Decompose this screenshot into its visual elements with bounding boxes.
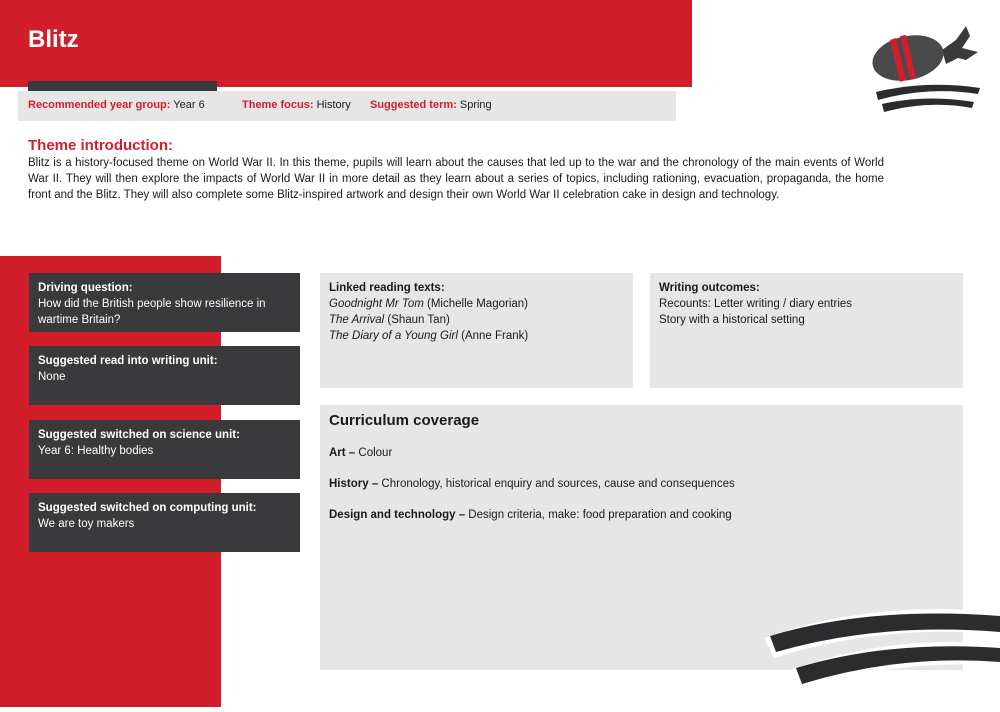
writing-outcome-item: Recounts: Letter writing / diary entries <box>659 298 853 310</box>
linked-reading-title: Linked reading texts: <box>329 282 445 294</box>
curriculum-subject: History – <box>329 478 379 490</box>
book-author: (Michelle Magorian) <box>423 298 529 310</box>
bomb-logo-icon <box>866 14 990 123</box>
curriculum-line <box>329 507 954 523</box>
meta-year-group <box>28 99 205 111</box>
theme-focus-label: Theme focus: <box>242 99 314 111</box>
linked-reading-box <box>320 273 633 388</box>
card-title: Suggested switched on science unit: <box>38 429 240 441</box>
curriculum-line <box>329 476 954 492</box>
writing-outcomes-title: Writing outcomes: <box>659 282 760 294</box>
theme-focus-value: History <box>316 99 351 111</box>
year-group-value: Year 6 <box>173 99 205 111</box>
curriculum-detail: Colour <box>355 447 393 459</box>
computing-unit-card <box>29 493 300 552</box>
page-title: Blitz <box>28 26 79 53</box>
card-body: Year 6: Healthy bodies <box>38 445 154 457</box>
book-title: The Arrival <box>329 314 385 326</box>
curriculum-subject: Art – <box>329 447 356 459</box>
suggested-term-label: Suggested term: <box>370 99 457 111</box>
curriculum-title: Curriculum coverage <box>329 412 480 429</box>
card-title: Driving question: <box>38 282 133 294</box>
brush-swoosh-decoration <box>760 600 1000 712</box>
card-body: How did the British people show resilience in wartime Britain? <box>38 298 266 326</box>
book-title: The Diary of a Young Girl <box>329 330 458 342</box>
meta-bar <box>18 91 676 121</box>
book-author: (Shaun Tan) <box>384 314 450 326</box>
curriculum-subject: Design and technology – <box>329 509 466 521</box>
card-title: Suggested read into writing unit: <box>38 355 218 367</box>
read-into-writing-card <box>29 346 300 405</box>
title-banner <box>0 0 692 87</box>
book-author: (Anne Frank) <box>457 330 529 342</box>
meta-suggested-term <box>370 99 492 111</box>
reading-item <box>329 312 624 328</box>
reading-item <box>329 328 624 344</box>
reading-item <box>329 296 624 312</box>
intro-text: Blitz is a history-focused theme on World War II. In this theme, pupils will learn about the causes that led up to the war and the chronology of the main events of World War II. They will then explore the impacts of World War II in more detail as they learn about a series of topics, including rationing, evacuation, propaganda, the home front and the Blitz. They will also complete some Blitz-inspired artwork and design their own World War II celebration cake in design and technology. <box>28 157 884 201</box>
intro-heading: Theme introduction: <box>28 137 173 154</box>
title-underline-strip <box>28 81 217 91</box>
meta-theme-focus <box>242 99 351 111</box>
driving-question-card <box>29 273 300 332</box>
writing-outcomes-box <box>650 273 963 388</box>
card-title: Suggested switched on computing unit: <box>38 502 257 514</box>
science-unit-card <box>29 420 300 479</box>
curriculum-line <box>329 445 954 461</box>
book-title: Goodnight Mr Tom <box>329 298 424 310</box>
card-body: We are toy makers <box>38 518 135 530</box>
year-group-label: Recommended year group: <box>28 99 171 111</box>
curriculum-detail: Chronology, historical enquiry and sources, cause and consequences <box>378 478 735 490</box>
card-body: None <box>38 371 66 383</box>
writing-outcome-item: Story with a historical setting <box>659 314 805 326</box>
suggested-term-value: Spring <box>459 99 492 111</box>
curriculum-detail: Design criteria, make: food preparation and cooking <box>465 509 732 521</box>
